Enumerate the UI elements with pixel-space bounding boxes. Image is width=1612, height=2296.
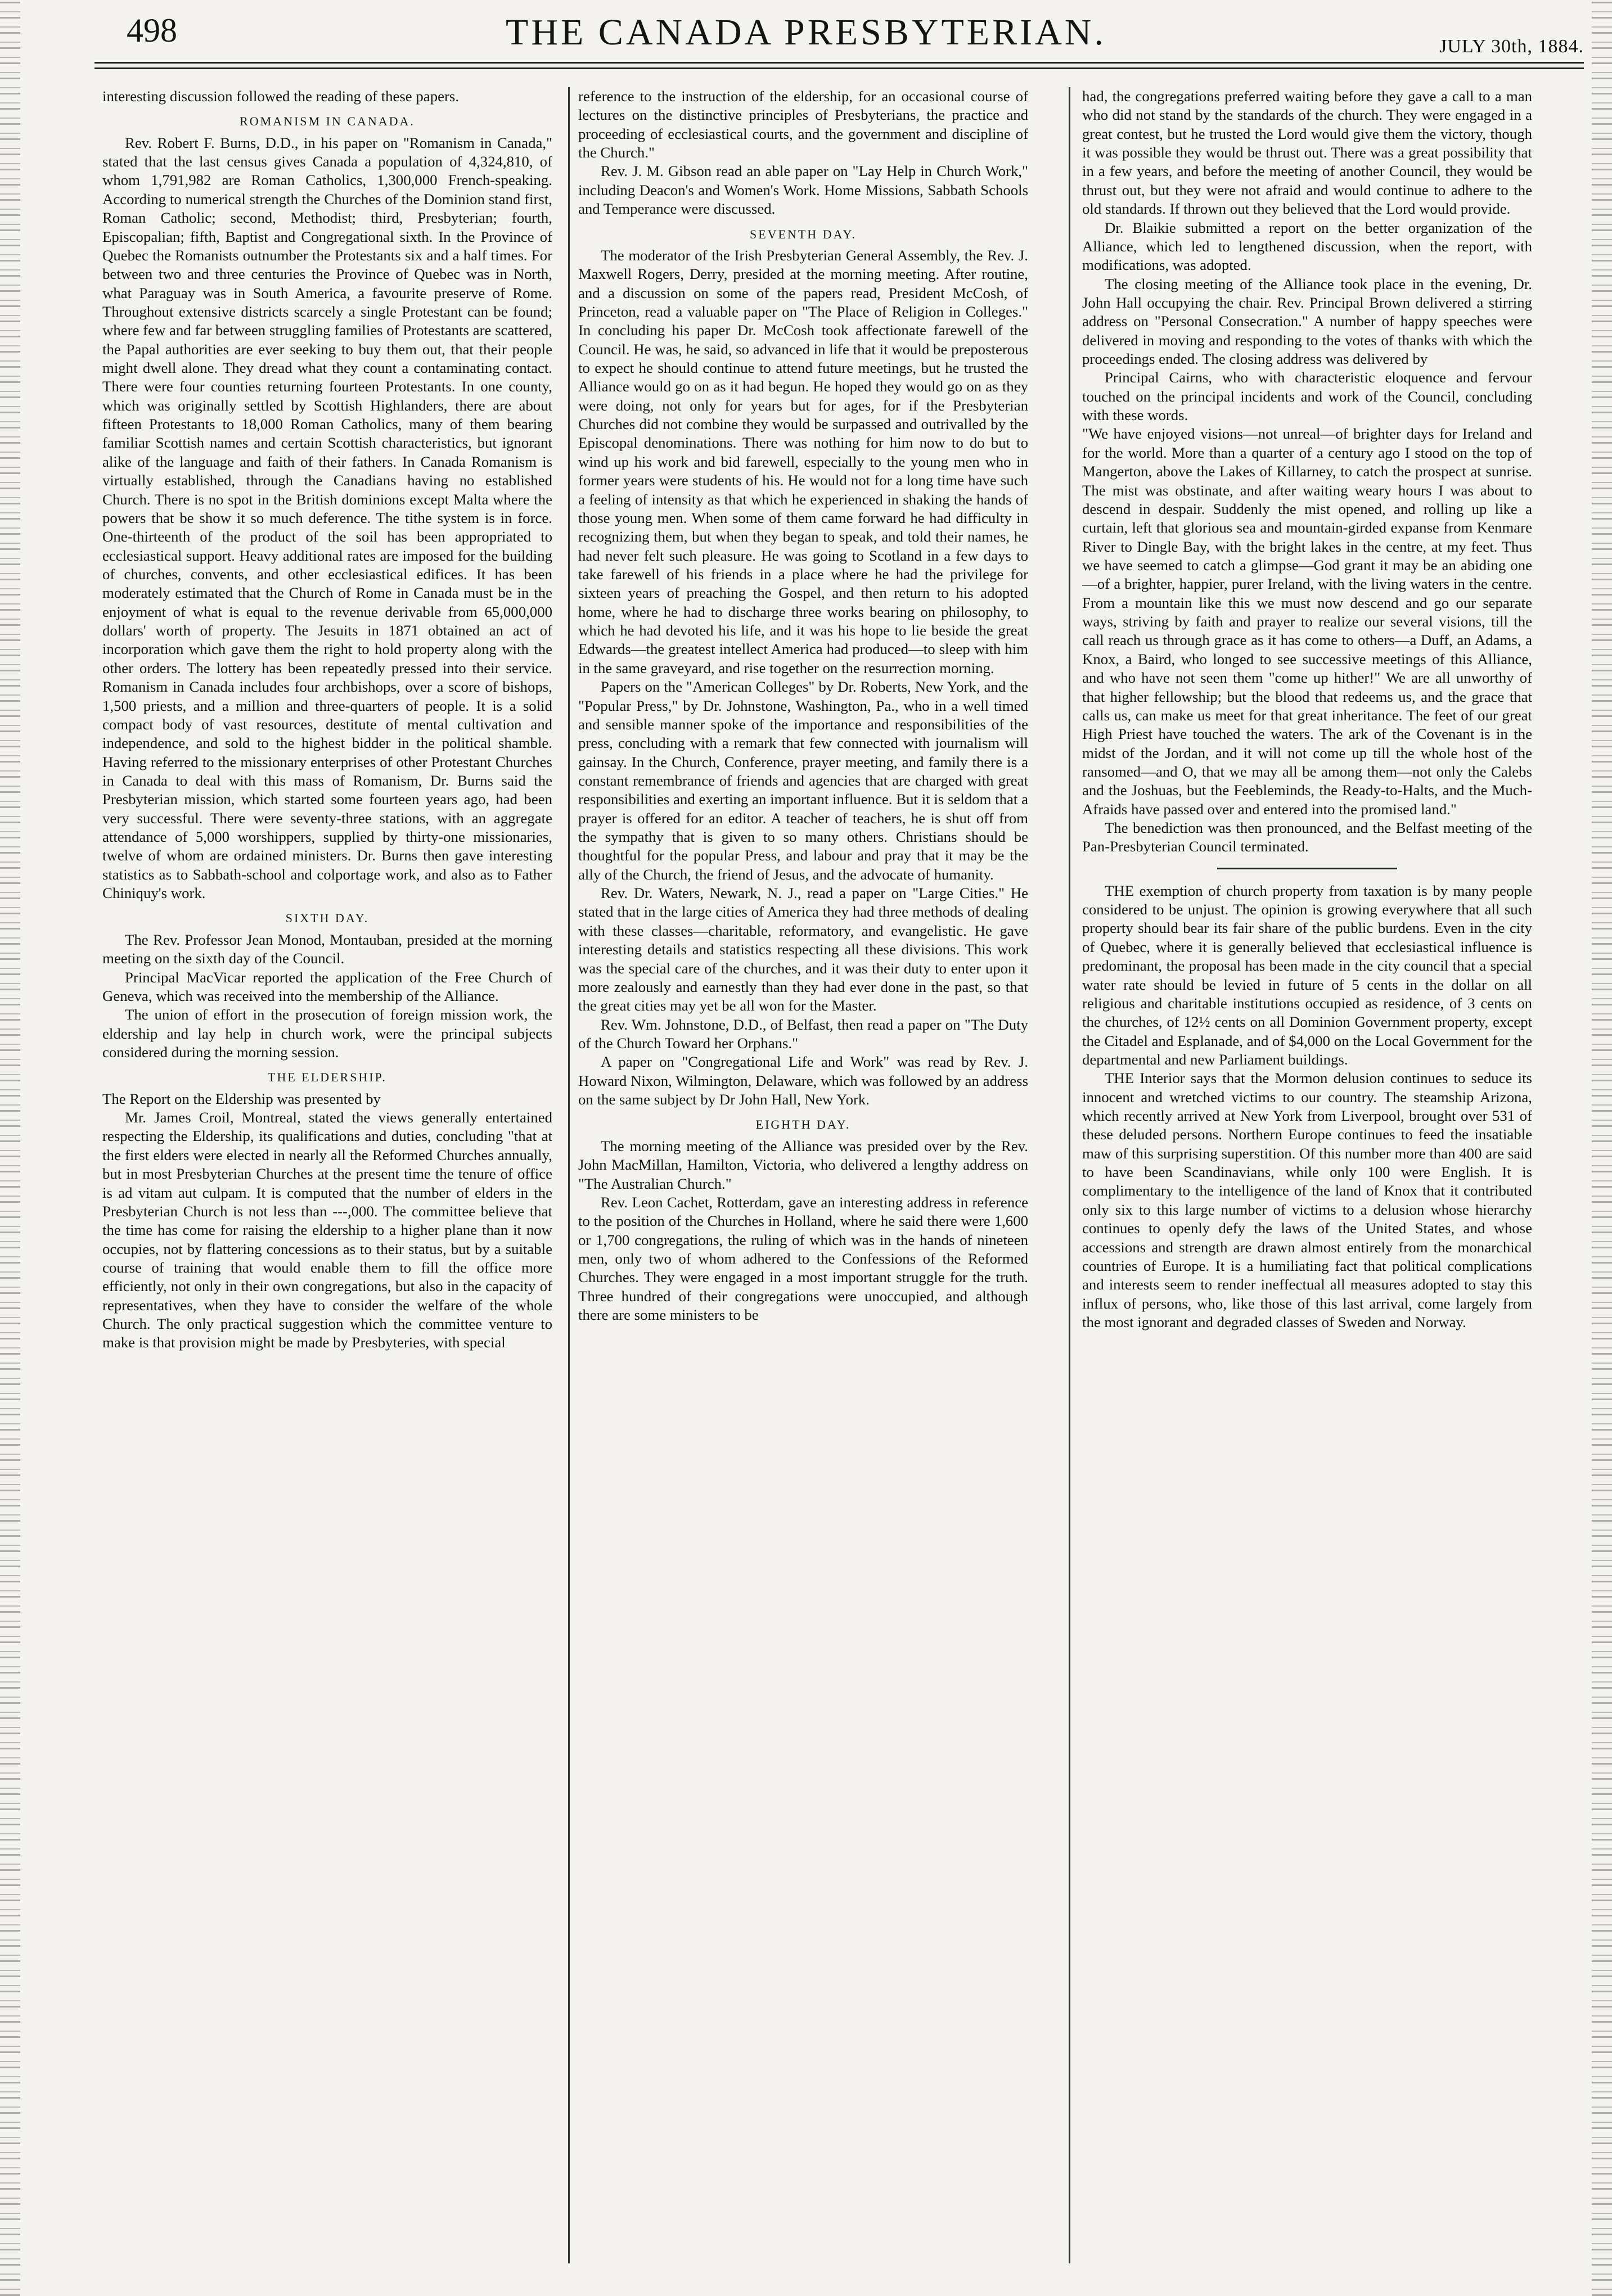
section-heading: SEVENTH DAY. — [749, 227, 857, 241]
article-paragraph: Rev. Robert F. Burns, D.D., in his paper on "Romanism in Canada," stated that the last census gives Canada a population of 4,324,810, of whom 1,791,982 are Roman Catholics, 1,300,000 French-speaking. According to numerical strength the Churches of the Dominion stand first, Roman Catholic; second, Methodist; third, Presbyterian; fourth, Episcopalian; fifth, Baptist and Congregational sixth. In the Province of Quebec the Romanists outnumber the Protestants six and a half times. For between two and three centuries the Province of Quebec was in North, what Paraguay was in South America, a favourite preserve of Rome. Throughout extensive districts scarcely a single Protestant can be found; where few and far between struggling families of Protestants are scattered, the Papal authorities are ever seeking to buy them out, that their people might dwell alone. They dread what they count a contaminating contact. There were four counties returning fourteen Protestants. In one county, which was originally settled by Scottish Highlanders, there are about fifteen Protestants to 18,000 Roman Catholics, many of them bearing familiar Scottish names and certain Scottish characteristics, but ignorant alike of the language and faith of their fathers. In Canada Romanism is virtually established, through the Canadians having no established Church. There is no spot in the British dominions except Malta where the powers that be show it so much deference. The tithe system is in force. One-thirteenth of the product of the soil has been appropriated to ecclesiastical support. Heavy additional rates are imposed for the building of churches, convents, and other ecclesiastical edifices. It has been moderately estimated that the Church of Rome in Canada must be in the enjoyment of what is equal to the revenue derivable from 65,000,000 dollars' worth of property. The Jesuits in 1871 obtained an act of incorporation which gave them the right to hold property along with the other orders. The lottery has been repeatedly pressed into their service. Romanism in Canada includes four archbishops, over a score of bishops, 1,500 priests, and a million and three-quarters of people. It is a solid compact body of vast resources, destitute of mental cultivation and independence, and sold to the highest bidder in the political shamble. Having referred to the missionary enterprises of other Protestant Churches in Canada to deal with this mass of Romanism, Dr. Burns said the Presbyterian mission, which started some fourteen years ago, had been very successful. There were seventy-three stations, with an aggregate attendance of 5,000 worshippers, supplied by thirty-one missionaries, twelve of whom are ordained ministers. Dr. Burns then gave interesting statistics as to Sabbath-school and colportage work, and also as to Father Chiniquy's work. — [102, 134, 552, 902]
section-heading: THE ELDERSHIP. — [268, 1070, 387, 1085]
article-paragraph: THE exemption of church property from taxation is by many people considered to be unjust. The opinion is growing everywhere that all such property should bear its fair share of the public burdens. Even in the city of Quebec, where it is generally believed that ecclesiastical influence is predominant, the proposal has been made in the city council that a special water rate should be levied in future of 5 cents in the dollar on all religious and charitable institutions occupied as residence, of 3 cents on the churches, of 12½ cents on all Dominion Government property, except the Citadel and Esplanade, and of $4,000 on the Local Government for the departmental and new Parliament buildings. — [1082, 882, 1532, 1068]
article-paragraph: The Rev. Professor Jean Monod, Montauban, presided at the morning meeting on the sixth day of the Council. — [102, 931, 552, 967]
article-paragraph: The union of effort in the prosecution of foreign mission work, the eldership and lay help in church work, were the principal subjects considered during the morning session. — [102, 1006, 552, 1061]
issue-date: JULY 30th, 1884. — [1439, 36, 1584, 57]
article-paragraph: The closing meeting of the Alliance took place in the evening, Dr. John Hall occupying the chair. Rev. Principal Brown delivered a stirring address on "Personal Consecration." A number of happy speeches were delivered in moving and responding to the votes of thanks with which the proceedings ended. The closing address was delivered by — [1082, 275, 1532, 368]
section-heading: ROMANISM IN CANADA. — [240, 114, 415, 129]
column-1 — [102, 87, 552, 2269]
article-paragraph: Mr. James Croil, Montreal, stated the views generally entertained respecting the Eldership, its qualifications and duties, concluding "that at the first elders were elected in nearly all the Reformed Churches annually, but in most Presbyterian Churches at the present time the tenure of office is ad vitam aut culpam. It is computed that the number of elders in the Presbyterian Church is not less than ---,000. The committee believe that the time has come for raising the eldership to a higher plane than it now occupies, not by flattering concessions as to their status, but by a suitable course of training that would enable them to fill the office more efficiently, not only in their own congregations, but also in the capacity of representatives, when they have to consider the welfare of the whole Church. The only practical suggestion which the committee venture to make is that provision might be made by Presbyteries, with special — [102, 1109, 552, 1351]
article-paragraph: The Report on the Eldership was presented by — [102, 1090, 381, 1107]
newspaper-title: THE CANADA PRESBYTERIAN. — [506, 12, 1106, 53]
section-heading: SIXTH DAY. — [285, 911, 370, 926]
article-paragraph: Rev. Wm. Johnstone, D.D., of Belfast, then read a paper on "The Duty of the Church Toward her Orphans." — [578, 1016, 1028, 1052]
article-paragraph: The moderator of the Irish Presbyterian General Assembly, the Rev. J. Maxwell Rogers, Derry, presided at the morning meeting. After routine, and a discussion on some of the papers read, President McCosh, of Princeton, read a valuable paper on "The Place of Religion in Colleges." In concluding his paper Dr. McCosh took affectionate farewell of the Council. He was, he said, so advanced in life that it would be preposterous to expect he should continue to attend future meetings, but he trusted the Alliance would go on as it had begun. He hoped they would go on as they were doing, not only for years but for ages, for if the Presbyterian Churches did not combine they would be surpassed and outrivalled by the Episcopal denominations. There was nothing for him now to do but to wind up his work and bid farewell, especially to the young men who in former years were students of his. He would not for a long time have such a feeling of intensity as that which he experienced in shaking the hands of those young men. When some of them came forward he had difficulty in recognizing them, but when they began to speak, and told their names, he had never felt such pleasure. He was going to Scotland in a few days to take farewell of his friends in a place where he had the privilege for sixteen years of preaching the Gospel, and then return to his adopted home, where he had to discharge three works bearing on philosophy, to which he had devoted his life, and it was his hope to lie beside the great Edwards—the greatest intellect America had produced—to sleep with him in the same graveyard, and rise together on the resurrection morning. — [578, 246, 1028, 676]
article-paragraph: A paper on "Congregational Life and Work" was read by Rev. J. Howard Nixon, Wilmington, Delaware, which was followed by an address on the same subject by Dr John Hall, New York. — [578, 1053, 1028, 1108]
article-paragraph: The benediction was then pronounced, and the Belfast meeting of the Pan-Presbyterian Council terminated. — [1082, 819, 1532, 855]
article-paragraph: Rev. Dr. Waters, Newark, N. J., read a paper on "Large Cities." He stated that in the large cities of America they had three methods of dealing with these classes—charitable, reformatory, and evangelistic. He gave interesting details and statistics respecting all these divisions. This work was the special care of the churches, and it was their duty to enter upon it more zealously and earnestly than they had ever done in the past, so that the great cities may yet be all won for the Master. — [578, 885, 1028, 1014]
column-2 — [578, 87, 1028, 2269]
article-paragraph: reference to the instruction of the eldership, for an occasional course of lectures on the distinctive principles of Presbyterians, the practice and proceeding of ecclesiastical courts, and the government and discipline of the Church." — [578, 88, 1028, 161]
article-paragraph: Rev. Leon Cachet, Rotterdam, gave an interesting address in reference to the position of the Churches in Holland, where he said there were 1,600 or 1,700 congregations, the ruling of which was in the hands of nineteen men, only two of whom adhered to the Confessions of the Reformed Churches. They were engaged in a most important struggle for the truth. Three hundred of their congregations were unoccupied, and although there are some ministers to be — [578, 1193, 1028, 1324]
header-rule-bottom — [94, 67, 1584, 69]
article-paragraph: "We have enjoyed visions—not unreal—of brighter days for Ireland and for the world. More than a quarter of a century ago I stood on the top of Mangerton, above the Lakes of Killarney, to catch the prospect at sunrise. The mist was obstinate, and after waiting weary hours I was about to descend in despair. Suddenly the mist opened, and rolling up like a curtain, left that glorious sea and mountain-girded expanse from Kenmare River to Dingle Bay, with the bright lakes in the centre, at my feet. Thus we have seemed to catch a glimpse—God grant it may be an abiding one—of a brighter, happier, purer Ireland, with the living waters in the centre. From a mountain like this we must now descend and go our separate ways, striving by faith and prayer to realize our several visions, till the call reach us through grace as it has come to others—a Duff, an Adams, a Knox, a Baird, who longed to see successive meetings of this Alliance, and who have not seen them "come up hither!" We are all unworthy of that higher fellowship; but the blood that redeems us, and the grace that calls us, can make us meet for that great inheritance. The feet of our great High Priest have touched the waters. The ark of the Covenant is in the midst of the Jordan, and it will not come up till the whole host of the ransomed—and O, that we may all be among them—not only the Calebs and the Joshuas, but the Feebleminds, the Ready-to-Halts, and the Much-Afraids have passed over and entered into the promised land." — [1082, 425, 1532, 818]
article-paragraph: Papers on the "American Colleges" by Dr. Roberts, New York, and the "Popular Press," by Dr. Johnstone, Washington, Pa., who in a well timed and sensible manner spoke of the importance and responsibilities of the press, concluding with a remark that few connected with journalism will gainsay. In the Church, Conference, prayer meeting, and family there is a constant remembrance of friends and agencies that are charged with great responsibilities and exerting an important influence. But it is seldom that a prayer is offered for an editor. A teacher of teachers, he is shut off from the sympathy that is given to so many others. Christians should be thoughtful for the popular Press, and labour and pray that it may be the ally of the Church, the friend of Jesus, and the advocate of humanity. — [578, 678, 1028, 883]
article-paragraph: interesting discussion followed the reading of these papers. — [102, 88, 460, 105]
article-paragraph: The morning meeting of the Alliance was presided over by the Rev. John MacMillan, Hamilton, Victoria, who delivered a lengthy address on "The Australian Church." — [578, 1137, 1028, 1192]
article-paragraph: Dr. Blaikie submitted a report on the better organization of the Alliance, which led to lengthened discussion, when the report, with modifications, was adopted. — [1082, 219, 1532, 274]
article-paragraph: Rev. J. M. Gibson read an able paper on "Lay Help in Church Work," including Deacon's and Women's Work. Home Missions, Sabbath Schools and Temperance were discussed. — [578, 163, 1028, 218]
article-paragraph: Principal MacVicar reported the application of the Free Church of Geneva, which was received into the membership of the Alliance. — [102, 968, 552, 1004]
column-divider-2 — [1069, 87, 1070, 2263]
article-paragraph: THE Interior says that the Mormon delusion continues to seduce its innocent and wretched victims to our country. The steamship Arizona, which recently arrived at New York from Liverpool, brought over 531 of these deluded persons. Northern Europe continues to feed the insatiable maw of this surprising superstition. Of this number more than 400 are said to have been Scandinavians, while only 100 were English. It is complimentary to the intelligence of the land of Knox that it contributed only six to this large number of victims to a delusion whose hierarchy continues to openly defy the laws of the United States, and whose accessions and strength are drawn almost entirely from the monarchical countries of Europe. It is a humiliating fact that political complications and interests seem to render ineffectual all measures adopted to stay this influx of persons, who, like those of this last arrival, come largely from the most ignorant and degraded classes of Sweden and Norway. — [1082, 1070, 1532, 1330]
column-divider-1 — [568, 87, 570, 2263]
scan-edge-left — [0, 0, 20, 2296]
header-rule-top — [94, 62, 1584, 64]
scan-edge-right — [1592, 0, 1612, 2296]
page-number: 498 — [127, 12, 177, 49]
article-paragraph: had, the congregations preferred waiting before they gave a call to a man who did not stand by the standards of the church. They were engaged in a great contest, but he trusted the Lord would give them the victory, though it was possible they would be thrust out. There was a great possibility that in a few years, and before the meeting of another Council, they would be thrust out, but they were not afraid and would continue to adhere to the old standards. If thrown out they believed that the Lord would provide. — [1082, 88, 1532, 218]
section-divider — [1217, 868, 1397, 869]
column-3 — [1082, 87, 1532, 2269]
section-heading: EIGHTH DAY. — [755, 1117, 851, 1132]
article-paragraph: Principal Cairns, who with characteristic eloquence and fervour touched on the principal incidents and work of the Council, concluding with these words. — [1082, 369, 1532, 424]
